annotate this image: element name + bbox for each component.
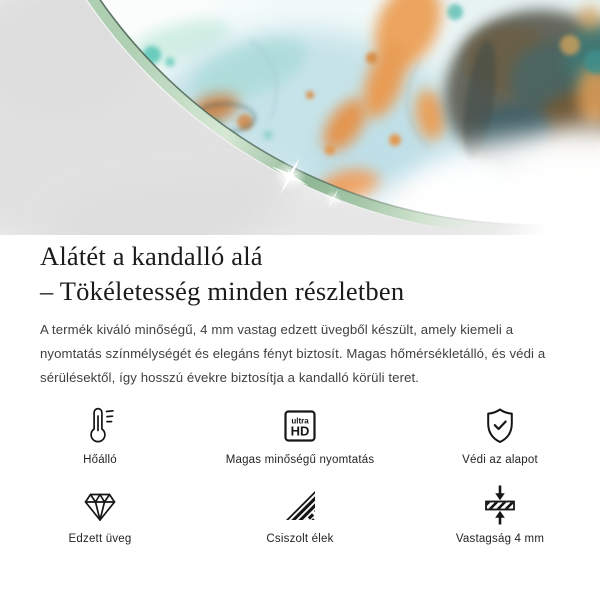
feature-tempered-glass (0, 484, 200, 545)
feature-heat-resistant (0, 405, 200, 466)
page-title-line2: – Tökéletesség minden részletben (40, 276, 405, 306)
feature-label: Edzett üveg (68, 533, 132, 546)
svg-text:ultra: ultra (291, 416, 309, 426)
ultra-hd-icon (278, 405, 322, 447)
product-image (0, 0, 600, 235)
feature-label: Vastagság 4 mm (455, 533, 545, 546)
product-info-section (0, 239, 600, 545)
feature-thickness (400, 484, 600, 545)
thermometer-icon (78, 405, 122, 447)
feature-label: Magas minőségű nyomtatás (225, 454, 375, 467)
feature-label: Hőálló (83, 454, 117, 467)
feature-label: Csiszolt élek (266, 533, 334, 546)
page-title-line1: Alátét a kandalló alá (40, 241, 263, 271)
shield-check-icon (478, 405, 522, 447)
diamond-icon (78, 484, 122, 526)
feature-polished-edges (200, 484, 400, 545)
product-art-svg (0, 0, 600, 235)
polished-edges-icon (278, 484, 322, 526)
svg-text:HD: HD (290, 423, 310, 439)
feature-grid (0, 405, 600, 545)
thickness-icon (478, 484, 522, 526)
feature-protects-base (400, 405, 600, 466)
feature-hd-print (200, 405, 400, 466)
page-title (40, 239, 560, 309)
feature-label: Védi az alapot (462, 454, 538, 467)
product-description: A termék kiváló minőségű, 4 mm vastag edzett üvegből készült, amely kiemeli a nyomtatás színmélységét és elegáns fényt biztosít. Magas hőmérsékletálló, és védi a sérülésektől, így hosszú évekre biztosítja a kandalló körüli teret. (40, 322, 546, 385)
